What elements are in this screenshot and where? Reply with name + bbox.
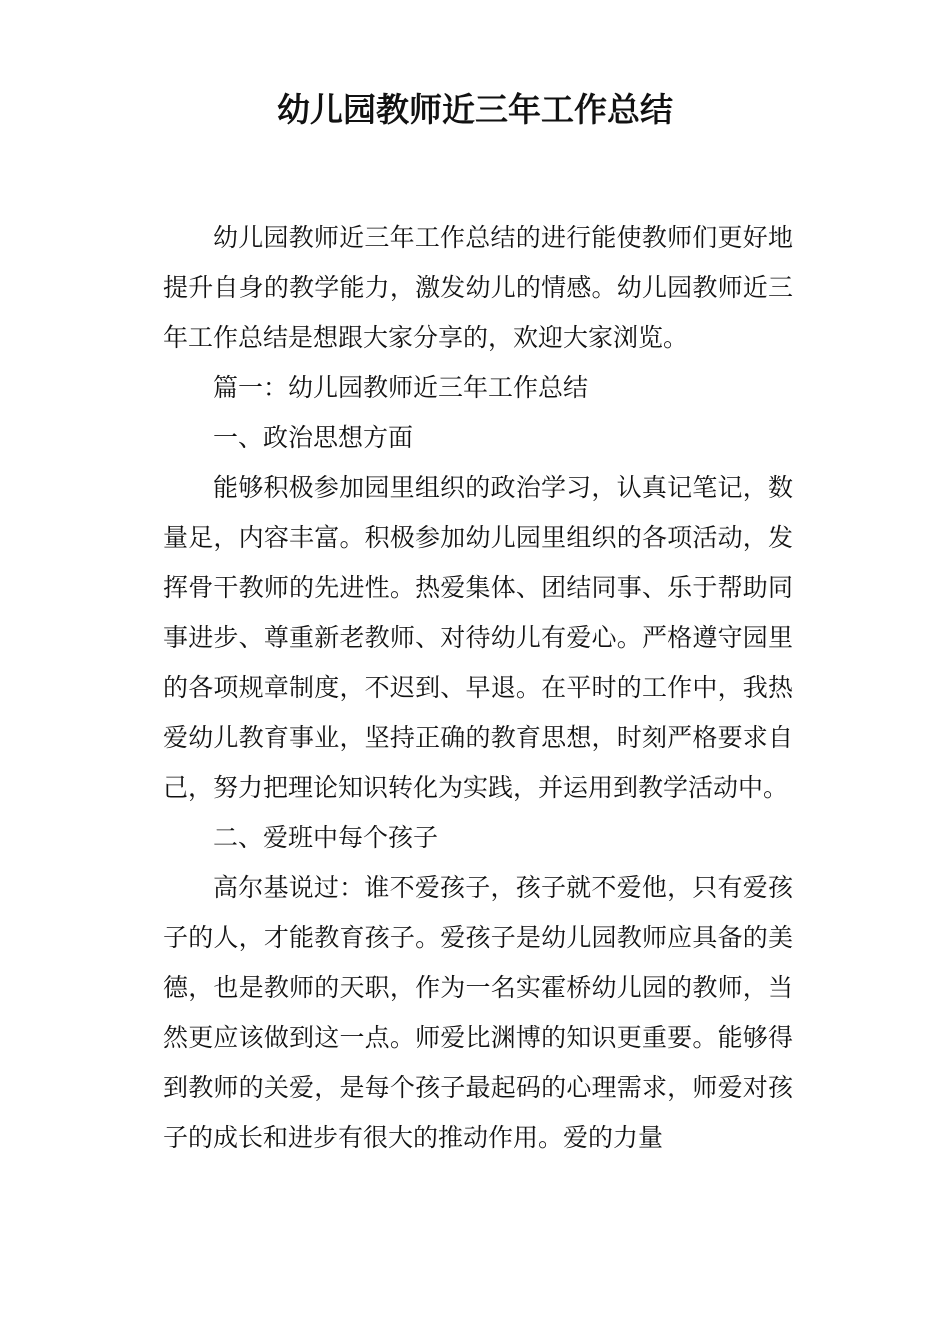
document-body [163,213,793,1163]
politics-paragraph: 能够积极参加园里组织的政治学习，认真记笔记，数量足，内容丰富。积极参加幼儿园里组织的各项活动，发挥骨干教师的先进性。热爱集体、团结同事、乐于帮助同事进步、尊重新老教师、对待幼儿有爱心。严格遵守园里的各项规章制度，不迟到、早退。在平时的工作中，我热爱幼儿教育事业，坚持正确的教育思想，时刻严格要求自己，努力把理论知识转化为实践，并运用到教学活动中。 [163,473,793,802]
chapter-heading: 篇一：幼儿园教师近三年工作总结 [213,373,589,402]
love-children-paragraph: 高尔基说过：谁不爱孩子，孩子就不爱他，只有爱孩子的人，才能教育孩子。爱孩子是幼儿园教师应具备的美德，也是教师的天职，作为一名实霍桥幼儿园的教师，当然更应该做到这一点。师爱比渊博的知识更重要。能够得到教师的关爱，是每个孩子最起码的心理需求，师爱对孩子的成长和进步有很大的推动作用。爱的力量 [163,873,793,1152]
document-title: 幼儿园教师近三年工作总结 [277,90,673,129]
intro-paragraph: 幼儿园教师近三年工作总结的进行能使教师们更好地提升自身的教学能力，激发幼儿的情感。幼儿园教师近三年工作总结是想跟大家分享的，欢迎大家浏览。 [163,223,793,352]
section-heading-politics: 一、政治思想方面 [213,423,414,452]
section-heading-love-children: 二、爱班中每个孩子 [213,823,439,852]
